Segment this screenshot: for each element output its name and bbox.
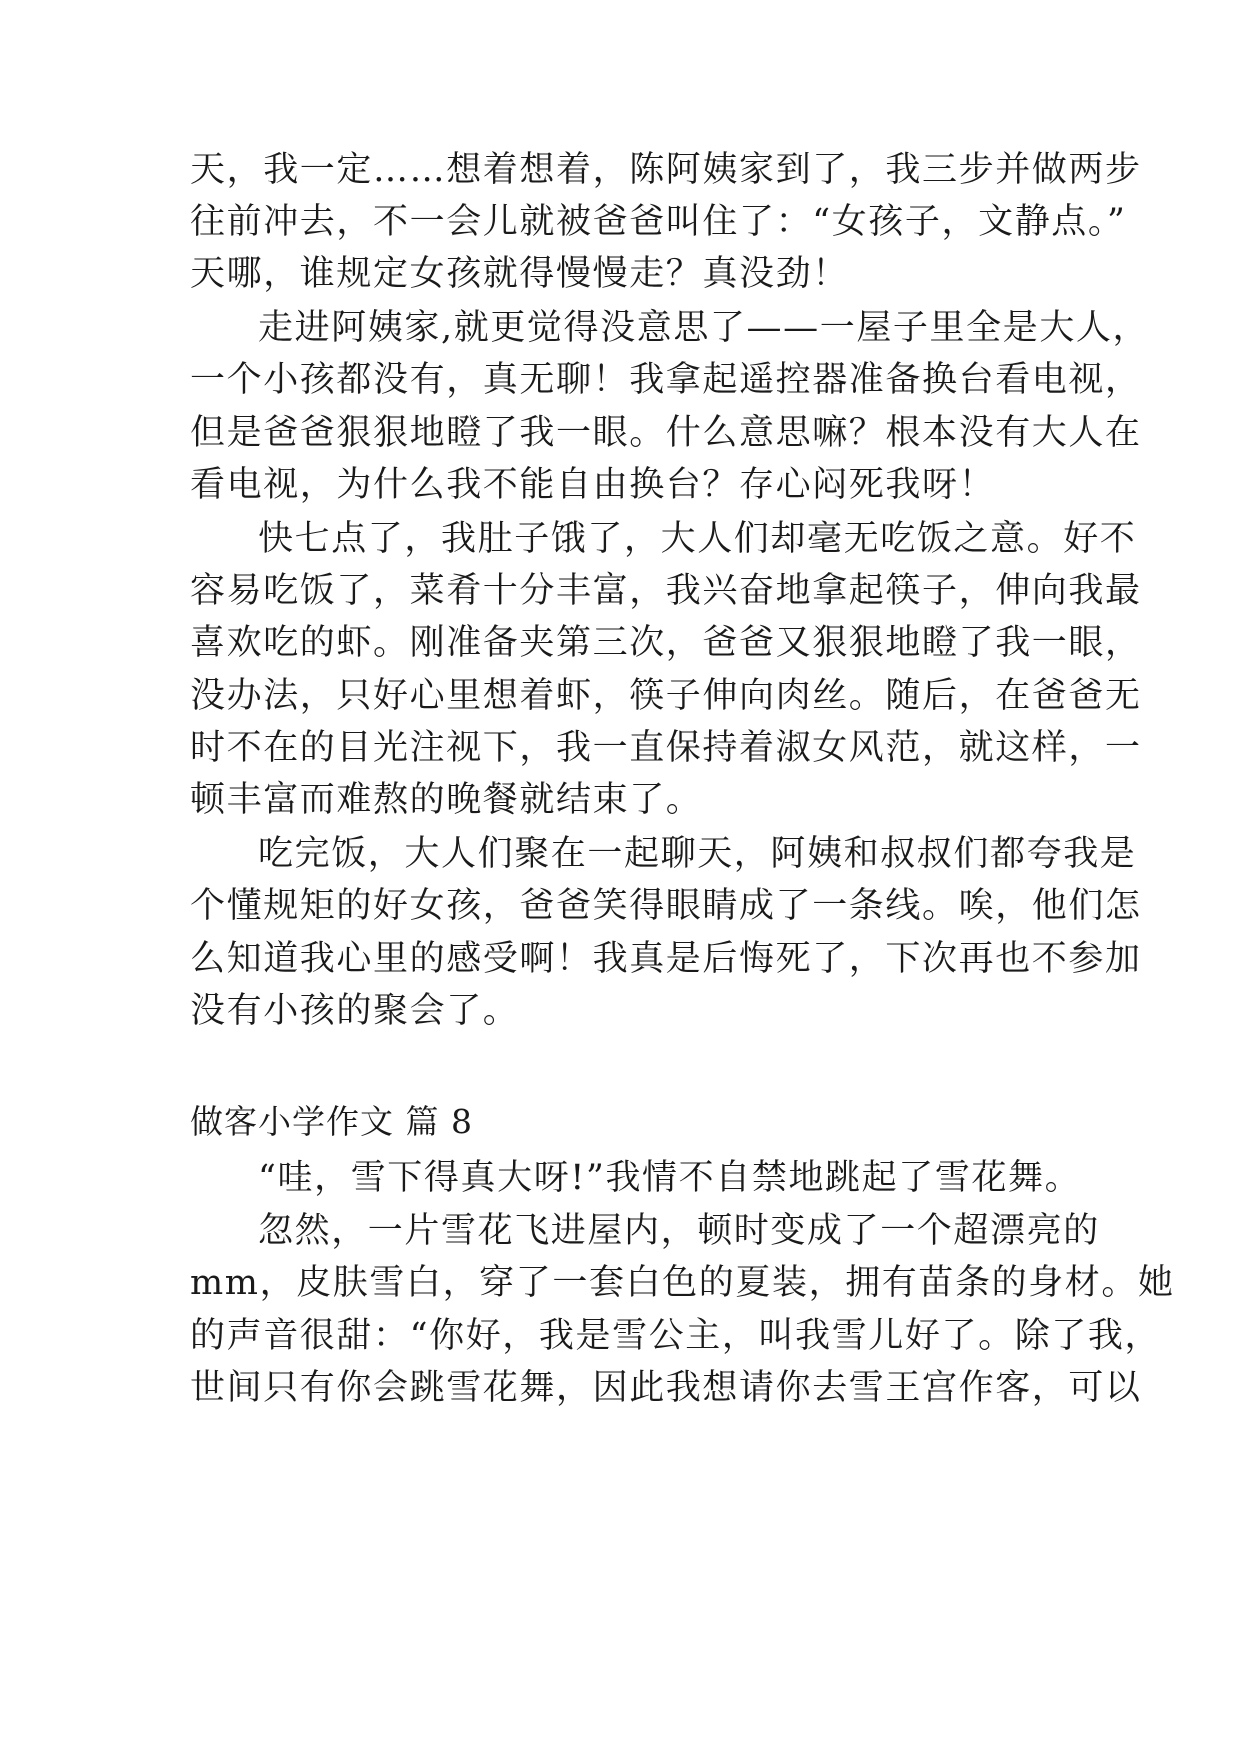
text-line: 时不在的目光注视下，我一直保持着淑女风范，就这样，一 xyxy=(190,728,1142,768)
text-line: 喜欢吃的虾。刚准备夹第三次，爸爸又狠狠地瞪了我一眼， xyxy=(190,623,1142,663)
text-line: mm，皮肤雪白，穿了一套白色的夏装，拥有苗条的身材。她 xyxy=(190,1263,1175,1303)
text-line: 的声音很甜：“你好，我是雪公主，叫我雪儿好了。除了我， xyxy=(190,1316,1162,1356)
text-line: 往前冲去，不一会儿就被爸爸叫住了：“女孩子，文静点。” xyxy=(190,202,1127,242)
text-line: 没有小孩的聚会了。 xyxy=(190,991,520,1031)
text-line: 吃完饭，大人们聚在一起聊天，阿姨和叔叔们都夸我是 xyxy=(258,834,1137,874)
text-line: 顿丰富而难熬的晚餐就结束了。 xyxy=(190,780,703,820)
text-line: 个懂规矩的好女孩，爸爸笑得眼睛成了一条线。唉，他们怎 xyxy=(190,886,1142,926)
section-heading: 做客小学作文 篇 8 xyxy=(190,1102,473,1141)
text-line: 忽然，一片雪花飞进屋内，顿时变成了一个超漂亮的 xyxy=(258,1211,1100,1251)
text-line: 么知道我心里的感受啊！我真是后悔死了，下次再也不参加 xyxy=(190,939,1142,979)
text-line: 但是爸爸狠狠地瞪了我一眼。什么意思嘛？根本没有大人在 xyxy=(190,413,1142,453)
text-line: “哇，雪下得真大呀!”我情不自禁地跳起了雪花舞。 xyxy=(258,1158,1082,1198)
text-line: 天，我一定……想着想着，陈阿姨家到了，我三步并做两步 xyxy=(190,150,1142,190)
text-line: 看电视，为什么我不能自由换台？存心闷死我呀！ xyxy=(190,465,996,505)
text-line: 走进阿姨家,就更觉得没意思了——一屋子里全是大人， xyxy=(258,308,1150,348)
text-line: 快七点了，我肚子饿了，大人们却毫无吃饭之意。好不 xyxy=(258,519,1137,559)
text-line: 没办法，只好心里想着虾，筷子伸向肉丝。随后，在爸爸无 xyxy=(190,676,1142,716)
text-line: 一个小孩都没有，真无聊！我拿起遥控器准备换台看电视， xyxy=(190,360,1142,400)
text-line: 容易吃饭了，菜肴十分丰富，我兴奋地拿起筷子，伸向我最 xyxy=(190,571,1142,611)
text-line: 世间只有你会跳雪花舞，因此我想请你去雪王宫作客，可以 xyxy=(190,1368,1142,1408)
text-line: 天哪，谁规定女孩就得慢慢走？真没劲！ xyxy=(190,254,849,294)
